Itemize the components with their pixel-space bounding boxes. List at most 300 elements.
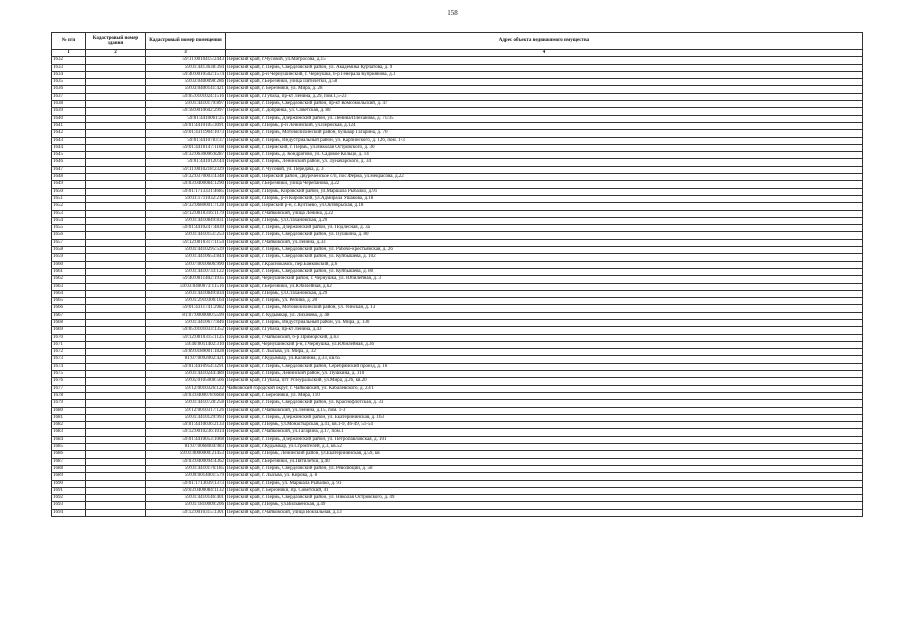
row-number-cell: 1693 [52, 502, 86, 509]
property-registry-table [51, 32, 863, 517]
table-row [52, 422, 863, 429]
row-number-cell: 1651 [52, 195, 86, 202]
building-cadastral-cell [86, 473, 146, 480]
row-number-cell: 1666 [52, 305, 86, 312]
building-cadastral-cell [86, 480, 146, 487]
building-cadastral-cell [86, 487, 146, 494]
row-number-cell: 1643 [52, 137, 86, 144]
building-cadastral-cell [86, 137, 146, 144]
table-row [52, 327, 863, 334]
address-cell: Пермский край, г.Березники, улица Пятилетки, д.58 [226, 79, 863, 86]
building-cadastral-cell [86, 86, 146, 93]
table-row [52, 458, 863, 465]
building-cadastral-cell [86, 166, 146, 173]
building-cadastral-cell [86, 79, 146, 86]
address-cell: Пермский край, г. Пермь, Мотовилихинский район, бульвар Гагарина, д. 70 [226, 130, 863, 137]
row-number-cell: 1676 [52, 378, 86, 385]
premises-cadastral-cell: 59:01:4410176:185 [146, 465, 226, 472]
row-number-cell: 1678 [52, 392, 86, 399]
table-row [52, 502, 863, 509]
table-row [52, 363, 863, 370]
address-cell: Пермский край, г. Пермь, Мотовилихинский район, ул. Уинская, д. 13 [226, 305, 863, 312]
row-number-cell: 1636 [52, 86, 86, 93]
row-number-cell: 1673 [52, 356, 86, 363]
premises-cadastral-cell: 59:12:0010326:122 [146, 385, 226, 392]
building-cadastral-cell [86, 509, 146, 516]
address-cell: Пермский край, г. Пермь, Ленинский район, ул. Луначарского, д. 34 [226, 159, 863, 166]
address-cell: Пермский край, г. Пермь, ул. Репина, д. 20 [226, 298, 863, 305]
table-row [52, 239, 863, 246]
table-row [52, 210, 863, 217]
premises-cadastral-cell: 81:07:0068004:983 [146, 444, 226, 451]
premises-cadastral-cell: 59:01:1713039:1373 [146, 480, 226, 487]
address-cell: Пермский край, г. Пермь, Свердловский район, ул. Пушкина, д. 80 [226, 232, 863, 239]
table-row [52, 232, 863, 239]
address-cell: Пермский край, г.Чайковский, улица Вокзальная, д.13 [226, 509, 863, 516]
address-cell: Пермский край, г. Добрянка, ул. Советская, д. 80 [226, 108, 863, 115]
table-row [52, 429, 863, 436]
address-cell: Чайковский городской округ, г. Чайковский, ул. Кабалевского, д. 23/1 [226, 385, 863, 392]
address-cell: Пермский край, г.Чайковский, б-р Приморский, д.63 [226, 334, 863, 341]
row-number-cell: 1661 [52, 268, 86, 275]
row-number-cell: 1686 [52, 451, 86, 458]
table-row [52, 152, 863, 159]
address-cell: Пермский край, г.Пермь, ул.Монастырская, д.41, кв.1-9, 46-49, 51-54 [226, 422, 863, 429]
table-row [52, 276, 863, 283]
row-number-cell: 1687 [52, 458, 86, 465]
row-number-cell: 1642 [52, 130, 86, 137]
building-cadastral-cell [86, 247, 146, 254]
building-cadastral-cell [86, 181, 146, 188]
row-number-cell: 1637 [52, 93, 86, 100]
table-row [52, 57, 863, 64]
premises-cadastral-cell: 59:05:0101024:1516 [146, 93, 226, 100]
address-cell: Пермский край, г.Березники, ул.Юбилейная, д.62 [226, 283, 863, 290]
row-number-cell: 1688 [52, 465, 86, 472]
table-row [52, 356, 863, 363]
building-cadastral-cell [86, 392, 146, 399]
row-number-cell: 1648 [52, 174, 86, 181]
row-number-cell: 1653 [52, 210, 86, 217]
address-cell: Пермский край, г. Березники, ул. Мира, д. 28 [226, 86, 863, 93]
premises-cadastral-cell: 59:01:4410061:25 [146, 115, 226, 122]
address-cell: Пермский край, г.Краснокамск, пер.Банковский, д.6 [226, 261, 863, 268]
building-cadastral-cell [86, 502, 146, 509]
table-row [52, 71, 863, 78]
row-number-cell: 1652 [52, 203, 86, 210]
row-number-cell: 1684 [52, 436, 86, 443]
building-cadastral-cell [86, 254, 146, 261]
address-cell: Пермский край, г. Березники, ул. Мира, 110 [226, 392, 863, 399]
premises-cadastral-cell: 59:01:4410728:258 [146, 400, 226, 407]
premises-cadastral-cell: 59:01:4410954:3291 [146, 363, 226, 370]
header-number: № п/п [52, 33, 86, 50]
address-cell: Пермский край, г.Пермь, Кировский район, ул.Маршала Рыбалко, д.91 [226, 188, 863, 195]
table-row [52, 444, 863, 451]
row-number-cell: 1634 [52, 71, 86, 78]
table-row [52, 195, 863, 202]
premises-cadastral-cell: 59:03:0400098:286 [146, 79, 226, 86]
table-row [52, 217, 863, 224]
building-cadastral-cell [86, 436, 146, 443]
building-cadastral-cell [86, 465, 146, 472]
premises-cadastral-cell: 59:01:4410733:122 [146, 268, 226, 275]
premises-cadastral-cell: 59:12:0010315:1301 [146, 509, 226, 516]
building-cadastral-cell [86, 371, 146, 378]
row-number-cell: 1667 [52, 312, 86, 319]
building-cadastral-cell [86, 312, 146, 319]
premises-cadastral-cell: 59:32:0680001:7128 [146, 203, 226, 210]
row-number-cell: 1660 [52, 261, 86, 268]
table-row [52, 465, 863, 472]
building-cadastral-cell [86, 57, 146, 64]
premises-cadastral-cell: 59:01:4311741:2982 [146, 305, 226, 312]
premises-cadastral-cell: 59:03:0400141:421 [146, 86, 226, 93]
address-cell: Пермский край, г. Пермь, Свердловский район, ул. Куйбышева, д. 80 [226, 268, 863, 275]
premises-cadastral-cell: 59:32:0630006:8287 [146, 152, 226, 159]
building-cadastral-cell [86, 429, 146, 436]
row-number-cell: 1679 [52, 400, 86, 407]
premises-cadastral-cell: 59:01:4410147:1168 [146, 144, 226, 151]
premises-cadastral-cell: 59:01:4410146:401 [146, 495, 226, 502]
row-number-cell: 1649 [52, 181, 86, 188]
row-number-cell: 1639 [52, 108, 86, 115]
table-row [52, 436, 863, 443]
table-row [52, 79, 863, 86]
address-cell: Пермский край, г. Кудымкар, ул. Лихачева, д. 48 [226, 312, 863, 319]
address-cell: Пермский край, г. Пермь, Индустриальный район, ул. Мира, д. 130 [226, 319, 863, 326]
table-row [52, 312, 863, 319]
premises-cadastral-cell: 59:01:4410036:2133 [146, 422, 226, 429]
table-row [52, 371, 863, 378]
premises-cadastral-cell: 59:03:0400073:11516 [146, 283, 226, 290]
row-number-cell: 1654 [52, 217, 86, 224]
premises-cadastral-cell: 59:01:1810009:206 [146, 502, 226, 509]
table-row [52, 319, 863, 326]
row-number-cell: 1655 [52, 225, 86, 232]
building-cadastral-cell [86, 305, 146, 312]
premises-cadastral-cell: 59:01:4410151:253 [146, 232, 226, 239]
table-row [52, 305, 863, 312]
row-number-cell: 1662 [52, 276, 86, 283]
premises-cadastral-cell: 59:01:1711032:210 [146, 195, 226, 202]
premises-cadastral-cell: 59:40:0011402:310 [146, 341, 226, 348]
row-number-cell: 1694 [52, 509, 86, 516]
address-cell: Пермский край, г.Пермь, р-н Кировский, ул.Адмирала Ушакова, д.18 [226, 195, 863, 202]
premises-cadastral-cell: 59:03:0400084:1290 [146, 181, 226, 188]
table-row [52, 480, 863, 487]
row-number-cell: 1657 [52, 239, 86, 246]
address-cell: Пермский край, г.Кудымкар, ул.Калинина, д.33, кв.65 [226, 356, 863, 363]
row-number-cell: 1646 [52, 159, 86, 166]
premises-cadastral-cell: 59:09:0014001:579 [146, 473, 226, 480]
building-cadastral-cell [86, 93, 146, 100]
building-cadastral-cell [86, 225, 146, 232]
row-number-cell: 1635 [52, 79, 86, 86]
row-number-cell: 1647 [52, 166, 86, 173]
premises-cadastral-cell: 59:03:0400078:6668 [146, 392, 226, 399]
address-cell: Пермский край, г. Пермь, Свердловский район, пр-кт Комсомольский, д. 47 [226, 101, 863, 108]
address-cell: Пермский край, г. Пермь, Свердловский район, ул. Рабоче-крестьянская, д. 26 [226, 247, 863, 254]
building-cadastral-cell [86, 458, 146, 465]
building-cadastral-cell [86, 159, 146, 166]
building-cadastral-cell [86, 327, 146, 334]
address-cell: Пермский край, г.Чайковский, ул.Ленина, д.15, пом. 1-3 [226, 407, 863, 414]
address-cell: Пермский край, г.Пермь, ул.Стахановская, д.29 [226, 217, 863, 224]
address-cell: Пермский край, г. Пермь, Индустриальный район, ул. Карпинского, д. 126, пом. 1-3 [226, 137, 863, 144]
address-cell: Пермский край, р-н Чернушинский, г. Чернушка, б-р Генерала Куприянова, д.1 [226, 71, 863, 78]
address-cell: Пермский край, г.Чусовой, ул.Матросова, д.15 [226, 57, 863, 64]
building-cadastral-cell [86, 261, 146, 268]
building-cadastral-cell [86, 422, 146, 429]
premises-cadastral-cell: 59:01:4410653:844 [146, 254, 226, 261]
building-cadastral-cell [86, 144, 146, 151]
building-cadastral-cell [86, 356, 146, 363]
table-row [52, 203, 863, 210]
row-number-cell: 1641 [52, 122, 86, 129]
row-number-cell: 1670 [52, 334, 86, 341]
table-row [52, 254, 863, 261]
table-row [52, 451, 863, 458]
table-row [52, 290, 863, 297]
address-cell: Пермский край, г.Чайковский, ул.Гагарина, д.17, пом.1 [226, 429, 863, 436]
table-row [52, 86, 863, 93]
address-cell: Пермский край, Чернушинский р-н, г.Чернушка, ул.Юбилейная, д.36 [226, 341, 863, 348]
premises-cadastral-cell: 59:01:4410849:831 [146, 217, 226, 224]
premises-cadastral-cell: 59:01:4410295:539 [146, 247, 226, 254]
row-number-cell: 1665 [52, 298, 86, 305]
row-number-cell: 1682 [52, 422, 86, 429]
table-row [52, 349, 863, 356]
premises-cadastral-cell: 59:01:4413638:394 [146, 64, 226, 71]
row-number-cell: 1683 [52, 429, 86, 436]
table-row [52, 334, 863, 341]
row-number-cell: 1659 [52, 254, 86, 261]
premises-cadastral-cell: 59:03:0400094:4362 [146, 458, 226, 465]
building-cadastral-cell [86, 122, 146, 129]
address-cell: Пермский край, г. Пермь, Свердловский район, ул. Куйбышева, д. 102 [226, 254, 863, 261]
header-address: Адрес объекта недвижимого имущества [226, 33, 863, 50]
address-cell: Пермский край, г. Пермь, Дзержинский район, ул. Ленина/Плеханова, д. 71/35 [226, 115, 863, 122]
building-cadastral-cell [86, 349, 146, 356]
row-number-cell: 1692 [52, 495, 86, 502]
row-number-cell: 1640 [52, 115, 86, 122]
address-cell: Пермский край, г.Пермь, Ленинский район, ул.Екатерининская, д.59, кв [226, 451, 863, 458]
premises-cadastral-cell: 59:40:0010502:1574 [146, 71, 226, 78]
premises-cadastral-cell: 59:01:4311904:1073 [146, 130, 226, 137]
address-cell: Пермский край, г.Пермь, р-н Ленинский, ул.Пермская, д.124 [226, 122, 863, 129]
address-cell: Пермский край, г. Пермь, Свердловский район, ул. Академика Курчатова, д. 9 [226, 64, 863, 71]
table-row [52, 115, 863, 122]
row-number-cell: 1638 [52, 101, 86, 108]
table-row [52, 487, 863, 494]
building-cadastral-cell [86, 203, 146, 210]
building-cadastral-cell [86, 217, 146, 224]
premises-cadastral-cell: 59:01:4410244:489 [146, 371, 226, 378]
premises-cadastral-cell: 59:12:0010316:1179 [146, 210, 226, 217]
address-cell: Пермский край, г. Пермь, Свердловский район, ул. Краснофлотская, д. 33 [226, 400, 863, 407]
row-number-cell: 1645 [52, 152, 86, 159]
building-cadastral-cell [86, 400, 146, 407]
premises-cadastral-cell: 59:01:4410849:834 [146, 290, 226, 297]
building-cadastral-cell [86, 152, 146, 159]
premises-cadastral-cell: 59:01:4410179:897 [146, 101, 226, 108]
premises-cadastral-cell: 59:01:1713331:4685 [146, 188, 226, 195]
building-cadastral-cell [86, 210, 146, 217]
building-cadastral-cell [86, 444, 146, 451]
row-number-cell: 1691 [52, 487, 86, 494]
column-number: 1 [52, 50, 86, 57]
table-row [52, 400, 863, 407]
row-number-cell: 1672 [52, 349, 86, 356]
building-cadastral-cell [86, 495, 146, 502]
row-number-cell: 1656 [52, 232, 86, 239]
row-number-cell: 1644 [52, 144, 86, 151]
address-cell: Пермский край, г. Пермь, Дзержинский район, ул. Подлесная, д. 3а [226, 225, 863, 232]
premises-cadastral-cell: 59:01:4410053:1068 [146, 436, 226, 443]
premises-cadastral-cell: 59:03:0400084:1132 [146, 487, 226, 494]
row-number-cell: 1685 [52, 444, 86, 451]
table-row [52, 283, 863, 290]
address-cell: Пермский край, г. Пермь, Дзержинский район, ул. Екатерининская, д. 163 [226, 414, 863, 421]
table-row [52, 495, 863, 502]
address-cell: Пермский край, Чернушинский район, г. Чернушка, ул. Юбилейная, д. 3 [226, 276, 863, 283]
building-cadastral-cell [86, 378, 146, 385]
building-cadastral-cell [86, 298, 146, 305]
building-cadastral-cell [86, 334, 146, 341]
building-cadastral-cell [86, 195, 146, 202]
table-row [52, 378, 863, 385]
address-cell: Пермский край, г. Пермь, Ленинский район, ул. Пушкина, д. 110 [226, 371, 863, 378]
premises-cadastral-cell: 59:05:0105008:566 [146, 378, 226, 385]
premises-cadastral-cell: 81:07:0000000:5599 [146, 312, 226, 319]
table-row [52, 93, 863, 100]
premises-cadastral-cell: 81:07:0092002:421 [146, 356, 226, 363]
table-row [52, 122, 863, 129]
building-cadastral-cell [86, 239, 146, 246]
column-number: 2 [86, 50, 146, 57]
premises-cadastral-cell: 59:12:0010317:126 [146, 407, 226, 414]
address-cell: Пермский край, г.Губаха, пгт Углеуральский, ул.Мира, д.26, кв.20 [226, 378, 863, 385]
premises-cadastral-cell: 59:01:4410783:37 [146, 137, 226, 144]
premises-cadastral-cell: 59:07:0010606:990 [146, 261, 226, 268]
premises-cadastral-cell: 59:18:0010602:2997 [146, 108, 226, 115]
building-cadastral-cell [86, 64, 146, 71]
table-row [52, 298, 863, 305]
row-number-cell: 1668 [52, 319, 86, 326]
table-row [52, 137, 863, 144]
row-number-cell: 1680 [52, 407, 86, 414]
row-number-cell: 1690 [52, 480, 86, 487]
row-number-cell: 1675 [52, 371, 86, 378]
premises-cadastral-cell: 59:01:4410105:3091 [146, 122, 226, 129]
row-number-cell: 1677 [52, 385, 86, 392]
address-cell: Пермский край, г.Пермь, ул.Вильвенская, д.49 [226, 502, 863, 509]
table-body [52, 57, 863, 517]
row-number-cell: 1632 [52, 57, 86, 64]
building-cadastral-cell [86, 341, 146, 348]
table-row [52, 261, 863, 268]
address-cell: Пермский край, г. Пермь, Дзержинский район, ул. Петропавловская, д. 101 [226, 436, 863, 443]
header-building-cadastral: Кадастровый номер здания [86, 33, 146, 50]
table-row [52, 473, 863, 480]
table-row [52, 159, 863, 166]
table-row [52, 188, 863, 195]
building-cadastral-cell [86, 108, 146, 115]
address-cell: Пермский край, г. Лысьва, ул. Кирова, д. 8 [226, 473, 863, 480]
premises-cadastral-cell: 59:40:0011402:1935 [146, 276, 226, 283]
row-number-cell: 1663 [52, 283, 86, 290]
premises-cadastral-cell: 59:11:0010218:2329 [146, 166, 226, 173]
table-row [52, 268, 863, 275]
address-cell: Пермский край, г.Чайковский, улица Ленина, д.22 [226, 210, 863, 217]
row-number-cell: 1650 [52, 188, 86, 195]
building-cadastral-cell [86, 385, 146, 392]
table-row [52, 407, 863, 414]
table-header [52, 33, 863, 57]
address-cell: Пермский край, г. Лысьва, ул. Мира, д. 32 [226, 349, 863, 356]
building-cadastral-cell [86, 115, 146, 122]
table-row [52, 101, 863, 108]
premises-cadastral-cell: 59:12:0010317:1154 [146, 239, 226, 246]
premises-cadastral-cell: 59:01:2910306:164 [146, 298, 226, 305]
address-cell: Пермский край, Пермский район, Двуреченское с/п, пос.Ферма, ул.Некрасова, д.22 [226, 174, 863, 181]
row-number-cell: 1681 [52, 414, 86, 421]
building-cadastral-cell [86, 174, 146, 181]
premises-cadastral-cell: 59:09:0180001:1828 [146, 349, 226, 356]
premises-cadastral-cell: 59:11:0010415:2443 [146, 57, 226, 64]
building-cadastral-cell [86, 276, 146, 283]
building-cadastral-cell [86, 414, 146, 421]
address-cell: Пермский край, г. Пермь, Свердловский район, Серебрянский проезд, д. 16 [226, 363, 863, 370]
page-number: 158 [447, 9, 458, 17]
premises-cadastral-cell: 59:01:4410247:4839 [146, 225, 226, 232]
address-cell: Пермский край, г. Пермь, Свердловский район, ул. Революции, д. 58 [226, 465, 863, 472]
table-row [52, 385, 863, 392]
address-cell: Пермский край, г. Пермь, Свердловский район, ул. Николая Островского, д. 49 [226, 495, 863, 502]
building-cadastral-cell [86, 290, 146, 297]
header-premises-cadastral: Кадастровый номер помещения [146, 33, 226, 50]
table-row [52, 341, 863, 348]
row-number-cell: 1658 [52, 247, 86, 254]
table-row [52, 247, 863, 254]
table-row [52, 108, 863, 115]
building-cadastral-cell [86, 451, 146, 458]
building-cadastral-cell [86, 71, 146, 78]
row-number-cell: 1689 [52, 473, 86, 480]
address-cell: Пермский край, г.Пермь, ул.Стахановская, д.29 [226, 290, 863, 297]
building-cadastral-cell [86, 188, 146, 195]
premises-cadastral-cell: 59:01:4410120:44 [146, 159, 226, 166]
table-row [52, 166, 863, 173]
building-cadastral-cell [86, 101, 146, 108]
table-row [52, 414, 863, 421]
table-row [52, 181, 863, 188]
address-cell: Пермский край, г. Пермь, ул. Маршала Рыбалко, д. 91 [226, 480, 863, 487]
premises-cadastral-cell: 59:12:0010315:1125 [146, 334, 226, 341]
row-number-cell: 1674 [52, 363, 86, 370]
row-number-cell: 1671 [52, 341, 86, 348]
address-cell: Пермский край, г.Березники, улица Черепанова, д.22 [226, 181, 863, 188]
address-cell: Пермский край, г.Губаха, пр-кт Ленина, д.43 [226, 327, 863, 334]
premises-cadastral-cell: 59:01:4410129:993 [146, 414, 226, 421]
address-cell: Пермский край, г.Губаха, пр-кт Ленина, д.29, пом.1,5-23 [226, 93, 863, 100]
address-cell: Пермский край, г.Кудымкар, ул.Строителей, д.3, кв.52 [226, 444, 863, 451]
building-cadastral-cell [86, 407, 146, 414]
column-number: 3 [146, 50, 226, 57]
building-cadastral-cell [86, 232, 146, 239]
table-row [52, 225, 863, 232]
